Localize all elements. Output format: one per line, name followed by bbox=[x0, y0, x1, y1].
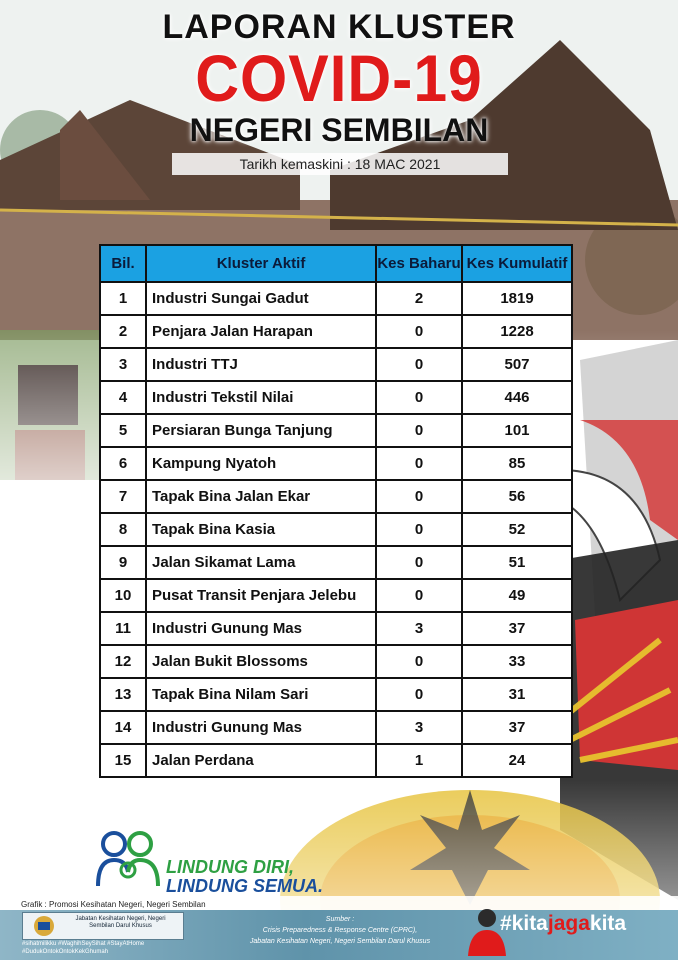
row-new: 0 bbox=[376, 513, 462, 546]
row-no: 3 bbox=[100, 348, 146, 381]
table-row bbox=[100, 480, 572, 513]
hashtags-small: #sihatmilikku #WaghihSeySihat #StayAtHome #DudukOntokOntokKekGhumah bbox=[22, 941, 145, 955]
hashtag-part-b: jaga bbox=[547, 912, 590, 935]
table-row bbox=[100, 711, 572, 744]
row-new: 0 bbox=[376, 381, 462, 414]
row-no: 14 bbox=[100, 711, 146, 744]
row-new: 0 bbox=[376, 480, 462, 513]
row-new: 0 bbox=[376, 678, 462, 711]
table-row bbox=[100, 678, 572, 711]
row-cluster: Penjara Jalan Harapan bbox=[146, 315, 376, 348]
row-cluster: Jalan Sikamat Lama bbox=[146, 546, 376, 579]
row-new: 3 bbox=[376, 612, 462, 645]
row-cluster: Kampung Nyatoh bbox=[146, 447, 376, 480]
title-line-3: NEGERI SEMBILAN bbox=[189, 112, 489, 148]
source-line-2: Jabatan Kesihatan Negeri, Negeri Sembilan Darul Khusus bbox=[249, 938, 431, 945]
hashtag-part-a: #kita bbox=[500, 912, 548, 935]
row-cumulative: 24 bbox=[462, 744, 572, 777]
header-cluster: Kluster Aktif bbox=[146, 245, 376, 282]
row-new: 0 bbox=[376, 315, 462, 348]
row-cluster: Persiaran Bunga Tanjung bbox=[146, 414, 376, 447]
row-new: 3 bbox=[376, 711, 462, 744]
source-label: Sumber : bbox=[325, 916, 355, 923]
row-cumulative: 507 bbox=[462, 348, 572, 381]
table-row bbox=[100, 546, 572, 579]
row-cumulative: 37 bbox=[462, 612, 572, 645]
row-no: 15 bbox=[100, 744, 146, 777]
table-row bbox=[100, 414, 572, 447]
row-cumulative: 49 bbox=[462, 579, 572, 612]
table-row bbox=[100, 612, 572, 645]
row-new: 0 bbox=[376, 546, 462, 579]
row-cumulative: 1228 bbox=[462, 315, 572, 348]
table-row bbox=[100, 282, 572, 315]
table-row bbox=[100, 348, 572, 381]
row-no: 8 bbox=[100, 513, 146, 546]
table-row bbox=[100, 744, 572, 777]
row-cumulative: 33 bbox=[462, 645, 572, 678]
row-cumulative: 446 bbox=[462, 381, 572, 414]
row-no: 2 bbox=[100, 315, 146, 348]
ministry-badge bbox=[22, 912, 184, 940]
family-icon bbox=[92, 826, 164, 894]
table-row bbox=[100, 381, 572, 414]
header-cumulative-cases: Kes Kumulatif bbox=[462, 245, 572, 282]
header-no: Bil. bbox=[100, 245, 146, 282]
row-cluster: Jalan Perdana bbox=[146, 744, 376, 777]
row-no: 1 bbox=[100, 282, 146, 315]
row-no: 11 bbox=[100, 612, 146, 645]
table-row bbox=[100, 513, 572, 546]
row-cumulative: 52 bbox=[462, 513, 572, 546]
row-no: 7 bbox=[100, 480, 146, 513]
table-row bbox=[100, 645, 572, 678]
title-line-1: LAPORAN KLUSTER bbox=[162, 8, 516, 46]
source-line-1: Crisis Preparedness & Response Centre (CPRC), bbox=[262, 927, 418, 934]
row-new: 0 bbox=[376, 645, 462, 678]
updated-date: Tarikh kemaskini : 18 MAC 2021 bbox=[172, 153, 508, 175]
row-cluster: Tapak Bina Jalan Ekar bbox=[146, 480, 376, 513]
ministry-crest-icon bbox=[29, 914, 59, 938]
row-new: 2 bbox=[376, 282, 462, 315]
row-new: 0 bbox=[376, 579, 462, 612]
header-new-cases: Kes Baharu bbox=[376, 245, 462, 282]
row-cluster: Jalan Bukit Blossoms bbox=[146, 645, 376, 678]
row-cluster: Industri Gunung Mas bbox=[146, 711, 376, 744]
ministry-name: Jabatan Kesihatan Negeri, Negeri Sembilan Darul Khusus bbox=[75, 916, 166, 929]
row-cumulative: 1819 bbox=[462, 282, 572, 315]
row-new: 1 bbox=[376, 744, 462, 777]
row-no: 4 bbox=[100, 381, 146, 414]
table-row bbox=[100, 447, 572, 480]
row-no: 6 bbox=[100, 447, 146, 480]
cluster-table bbox=[99, 244, 573, 778]
row-no: 13 bbox=[100, 678, 146, 711]
row-cumulative: 101 bbox=[462, 414, 572, 447]
table-header-row bbox=[100, 245, 572, 282]
row-cluster: Industri Tekstil Nilai bbox=[146, 381, 376, 414]
row-cluster: Industri Gunung Mas bbox=[146, 612, 376, 645]
hashtag-part-c: kita bbox=[589, 912, 627, 935]
row-no: 10 bbox=[100, 579, 146, 612]
row-no: 9 bbox=[100, 546, 146, 579]
graphic-credit: Grafik : Promosi Kesihatan Negeri, Negeri Sembilan bbox=[21, 900, 206, 909]
row-new: 0 bbox=[376, 447, 462, 480]
lindung-diri-logo bbox=[92, 826, 332, 896]
source-block bbox=[205, 914, 475, 947]
row-cluster: Pusat Transit Penjara Jelebu bbox=[146, 579, 376, 612]
kitajagakita-hashtag bbox=[500, 912, 626, 936]
row-no: 5 bbox=[100, 414, 146, 447]
row-cumulative: 85 bbox=[462, 447, 572, 480]
table-row bbox=[100, 579, 572, 612]
row-cluster: Industri Sungai Gadut bbox=[146, 282, 376, 315]
row-no: 12 bbox=[100, 645, 146, 678]
row-cumulative: 51 bbox=[462, 546, 572, 579]
row-cumulative: 56 bbox=[462, 480, 572, 513]
slogan-line-1: LINDUNG DIRI, bbox=[166, 857, 294, 877]
title-line-2: COVID-19 bbox=[195, 41, 483, 115]
row-cluster: Industri TTJ bbox=[146, 348, 376, 381]
table-row bbox=[100, 315, 572, 348]
row-cluster: Tapak Bina Nilam Sari bbox=[146, 678, 376, 711]
cluster-table-wrap bbox=[99, 244, 573, 778]
row-cumulative: 37 bbox=[462, 711, 572, 744]
row-cluster: Tapak Bina Kasia bbox=[146, 513, 376, 546]
row-cumulative: 31 bbox=[462, 678, 572, 711]
row-new: 0 bbox=[376, 414, 462, 447]
row-new: 0 bbox=[376, 348, 462, 381]
slogan-line-2: LINDUNG SEMUA. bbox=[166, 876, 323, 896]
